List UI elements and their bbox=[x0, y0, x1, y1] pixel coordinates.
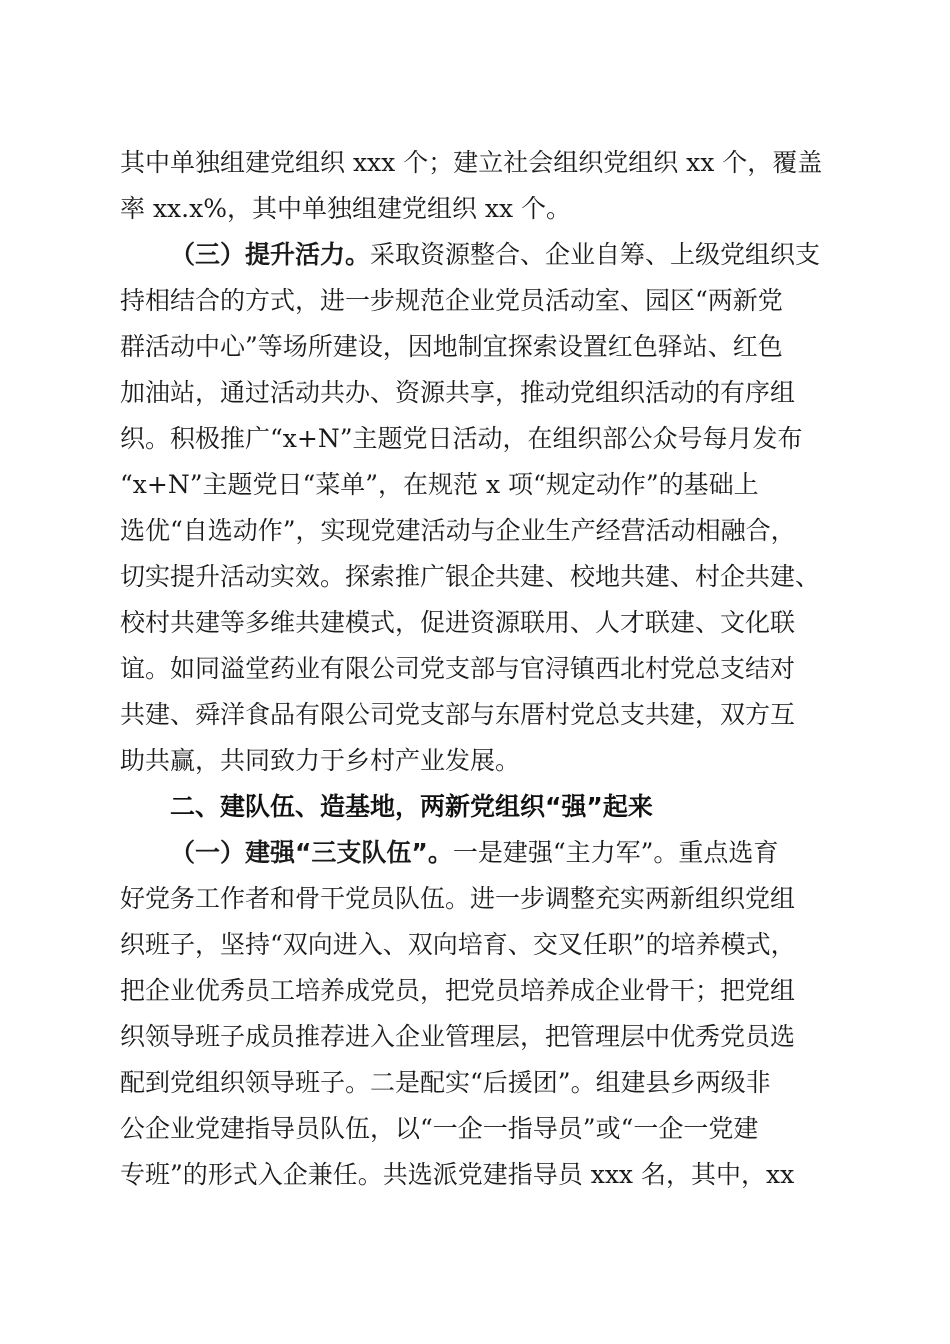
paragraph-line: 持相结合的方式，进一步规范企业党员活动室、园区“两新党 bbox=[120, 286, 783, 315]
paragraph-line: 其中单独组建党组织 xxx 个；建立社会组织党组织 xx 个，覆盖 bbox=[120, 148, 823, 177]
paragraph-line: 织。积极推广“x+N”主题党日活动，在组织部公众号每月发布 bbox=[120, 424, 803, 453]
paragraph-line: 织领导班子成员推荐进入企业管理层，把管理层中优秀党员选 bbox=[120, 1022, 796, 1051]
paragraph-line: 率 xx.x%，其中单独组建党组织 xx 个。 bbox=[120, 194, 572, 223]
paragraph-text: 一是建强“主力军”。重点选育 bbox=[452, 838, 779, 867]
paragraph-line: 把企业优秀员工培养成党员，把党员培养成企业骨干；把党组 bbox=[120, 976, 796, 1005]
subsection-line bbox=[170, 235, 835, 275]
paragraph-line: 专班”的形式入企兼任。共选派党建指导员 xxx 名，其中，xx bbox=[120, 1160, 795, 1189]
paragraph-line: 织班子，坚持“双向进入、双向培育、交叉任职”的培养模式， bbox=[120, 930, 796, 959]
subsection-title: （三）提升活力。 bbox=[170, 240, 371, 269]
section-heading: 二、建队伍、造基地，两新党组织“强”起来 bbox=[170, 792, 653, 821]
paragraph-line: 谊。如同溢堂药业有限公司党支部与官浔镇西北村党总支结对 bbox=[120, 654, 796, 683]
paragraph-line: 共建、舜洋食品有限公司党支部与东厝村党总支共建，双方互 bbox=[120, 700, 796, 729]
paragraph-line: 校村共建等多维共建模式，促进资源联用、人才联建、文化联 bbox=[120, 608, 796, 637]
paragraph-line: 好党务工作者和骨干党员队伍。进一步调整充实两新组织党组 bbox=[120, 884, 796, 913]
paragraph-line: 助共赢，共同致力于乡村产业发展。 bbox=[120, 746, 521, 775]
paragraph-line: 配到党组织领导班子。二是配实“后援团”。组建县乡两级非 bbox=[120, 1068, 771, 1097]
subsection-title: （一）建强“三支队伍”。 bbox=[170, 838, 453, 867]
paragraph-line: “x+N”主题党日“菜单”，在规范 x 项“规定动作”的基础上 bbox=[120, 470, 759, 499]
paragraph-text: 采取资源整合、企业自筹、上级党组织支 bbox=[370, 240, 821, 269]
paragraph-line: 加油站，通过活动共办、资源共享，推动党组织活动的有序组 bbox=[120, 378, 796, 407]
paragraph-line: 公企业党建指导员队伍，以“一企一指导员”或“一企一党建 bbox=[120, 1114, 759, 1143]
paragraph-line: 群活动中心”等场所建设，因地制宜探索设置红色驿站、红色 bbox=[120, 332, 783, 361]
subsection-line bbox=[170, 833, 835, 873]
paragraph-line: 切实提升活动实效。探索推广银企共建、校地共建、村企共建、 bbox=[120, 562, 821, 591]
paragraph-line: 选优“自选动作”，实现党建活动与企业生产经营活动相融合， bbox=[120, 516, 796, 545]
